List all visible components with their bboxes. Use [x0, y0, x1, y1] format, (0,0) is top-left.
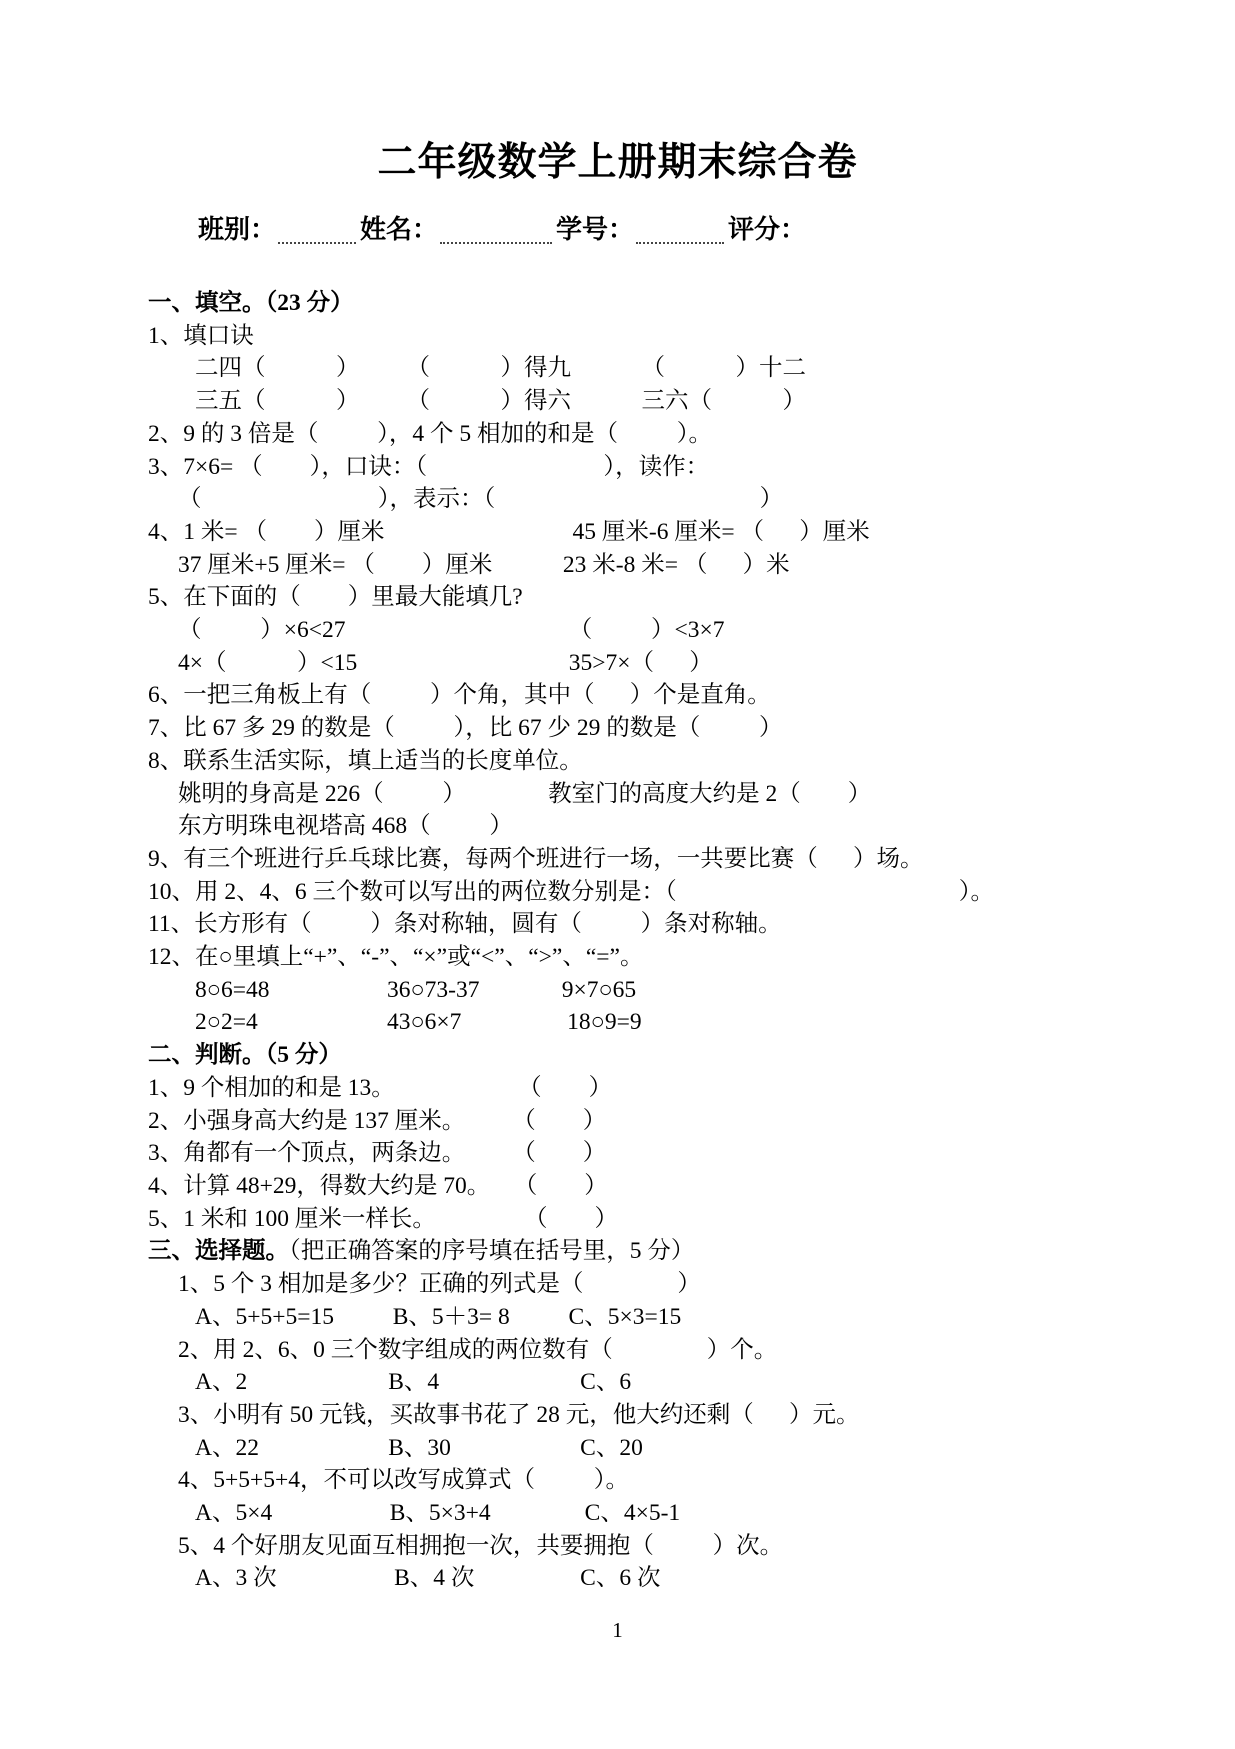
question-line: 6、一把三角板上有（ ）个角，其中（ ）个是直角。 [148, 682, 771, 709]
question-line: 11、长方形有（ ）条对称轴，圆有（ ）条对称轴。 [148, 911, 782, 938]
question-line: 二四（ ） （ ）得九 （ ）十二 [195, 355, 806, 382]
question-line: 5、在下面的（ ）里最大能填几? [148, 584, 523, 611]
header-field-label: 评分： [728, 215, 807, 244]
header-field-label: 班别： [198, 215, 277, 244]
question-line: 三五（ ） （ ）得六 三六（ ） [195, 388, 806, 415]
header-field-label: 姓名： [360, 215, 439, 244]
question-line: A、2 B、4 C、6 [195, 1369, 632, 1396]
section-heading [148, 1039, 1180, 1072]
question-line: 东方明珠电视塔高 468（ ） [178, 813, 513, 840]
header-field [360, 212, 556, 247]
page-title: 二年级数学上册期末综合卷 [377, 141, 858, 184]
exam-body [148, 287, 1180, 1595]
exam-header [198, 212, 1235, 247]
header-field-blank [440, 212, 552, 244]
question-line: 4、5+5+5+4，不可以改写成算式（ ）。 [178, 1467, 630, 1494]
question-line: 2、小强身高大约是 137 厘米。 （ ） [148, 1107, 607, 1134]
question-line: 3、7×6= （ ），口诀：（ ），读作： [148, 453, 710, 480]
question-line: （ ）×6<27 （ ）<3×7 [178, 617, 725, 644]
question-line: 2、9 的 3 倍是（ ），4 个 5 相加的和是（ ）。 [148, 420, 712, 447]
question-line: 4×（ ）<15 35>7×（ ） [178, 649, 713, 676]
question-line: 8、联系生活实际，填上适当的长度单位。 [148, 747, 583, 774]
header-field-blank [278, 212, 356, 244]
question-line: 1、填口诀 [148, 322, 254, 349]
header-field [728, 213, 806, 247]
question-line: 5、1 米和 100 厘米一样长。 （ ） [148, 1205, 618, 1232]
section-heading-title: 二、判断。（5 分） [148, 1042, 342, 1069]
question-line: 3、角都有一个顶点，两条边。 （ ） [148, 1140, 607, 1167]
header-field [198, 212, 360, 247]
question-line: 2、用 2、6、0 三个数字组成的两位数有（ ）个。 [178, 1336, 778, 1363]
question-line: 9、有三个班进行乒乓球比赛，每两个班进行一场，一共要比赛（ ）场。 [148, 845, 924, 872]
section-heading-title: 三、选择题。 [148, 1238, 289, 1265]
question-line: 姚明的身高是 226（ ） 教室门的高度大约是 2（ ） [178, 780, 872, 807]
header-field-label: 学号： [556, 215, 635, 244]
question-line: 2○2=4 43○6×7 18○9=9 [195, 1009, 642, 1036]
header-field-blank [636, 212, 724, 244]
question-line: 7、比 67 多 29 的数是（ ），比 67 少 29 的数是（ ） [148, 715, 783, 742]
section-heading [148, 287, 1180, 320]
section-heading-note: （把正确答案的序号填在括号里，5 分） [289, 1238, 695, 1265]
question-line: 10、用 2、4、6 三个数可以写出的两位数分别是：（ ）。 [148, 878, 994, 905]
page-number: 1 [612, 1618, 623, 1642]
question-line: A、22 B、30 C、20 [195, 1434, 643, 1461]
question-line: 8○6=48 36○73-37 9×7○65 [195, 976, 637, 1003]
question-line: 12、在○里填上“+”、“-”、“×”或“<”、“>”、“=”。 [148, 944, 644, 971]
header-field [556, 212, 728, 247]
question-line: （ ），表示：（ ） [178, 486, 784, 513]
question-line: 37 厘米+5 厘米= （ ）厘米 23 米-8 米= （ ）米 [178, 551, 790, 578]
question-line: 3、小明有 50 元钱，买故事书花了 28 元，他大约还剩（ ）元。 [178, 1401, 860, 1428]
question-line: 4、计算 48+29，得数大约是 70。 （ ） [148, 1172, 608, 1199]
question-line: 4、1 米= （ ）厘米 45 厘米-6 厘米= （ ）厘米 [148, 518, 870, 545]
section-heading [148, 1235, 1180, 1268]
question-line: 5、4 个好朋友见面互相拥抱一次，共要拥抱（ ）次。 [178, 1532, 784, 1559]
question-line: 1、5 个 3 相加是多少？正确的列式是（ ） [178, 1271, 701, 1298]
section-heading-title: 一、填空。（23 分） [148, 290, 354, 316]
question-line: 1、9 个相加的和是 13。 （ ） [148, 1074, 613, 1101]
question-line: A、3 次 B、4 次 C、6 次 [195, 1565, 661, 1592]
question-line: A、5+5+5=15 B、5＋3= 8 C、5×3=15 [195, 1303, 682, 1330]
question-line: A、5×4 B、5×3+4 C、4×5-1 [195, 1500, 681, 1527]
